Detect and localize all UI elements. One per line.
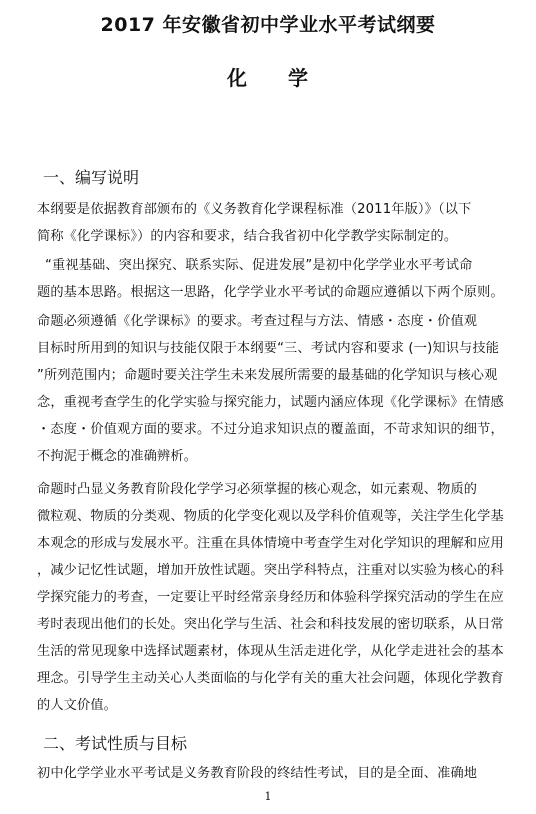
paragraph-line: 目标时所用到的知识与技能仅限于本纲要“三、考试内容和要求 (一)知识与技能 xyxy=(37,341,500,356)
subject-char-2: 学 xyxy=(288,66,309,90)
subject-char-1: 化 xyxy=(227,66,248,90)
paragraph-line: 本观念的形成与发展水平。注重在具体情境中考查学生对化学知识的理解和应用 xyxy=(37,536,504,551)
section-heading-writing-notes: 一、编写说明 xyxy=(43,168,140,187)
paragraph-line: ，减少记忆性试题，增加开放性试题。突出学科特点，注重对以实验为核心的科 xyxy=(37,563,504,578)
paragraph-line: 学探究能力的考查，一定要让平时经常亲身经历和体验科学探究活动的学生在应 xyxy=(37,590,504,605)
paragraph-line: 命题时凸显义务教育阶段化学学习必须掌握的核心观念，如元素观、物质的 xyxy=(37,482,478,497)
paragraph-line: 题的基本思路。根据这一思路，化学学业水平考试的命题应遵循以下两个原则。 xyxy=(37,285,504,300)
paragraph-line: 命题必须遵循《化学课标》的要求。考查过程与方法、情感・态度・价值观 xyxy=(37,314,478,329)
paragraph-line: “重视基础、突出探究、联系实际、促进发展”是初中化学学业水平考试命 xyxy=(45,258,473,273)
paragraph-line: 本纲要是依据教育部颁布的《义务教育化学课程标准（2011年版）》（以下 xyxy=(37,202,472,217)
paragraph-line: 微粒观、物质的分类观、物质的化学变化观以及学科价值观等，关注学生化学基 xyxy=(37,509,504,524)
paragraph-line: ”所列范围内；命题时要关注学生未来发展所需要的最基础的化学知识与核心观 xyxy=(37,368,498,383)
paragraph-line: 简称《化学课标》）的内容和要求，结合我省初中化学教学实际制定的。 xyxy=(37,229,458,244)
section-heading-exam-nature: 二、考试性质与目标 xyxy=(43,734,188,753)
paragraph-line: 初中化学学业水平考试是义务教育阶段的终结性考试，目的是全面、准确地 xyxy=(37,766,478,781)
subject-title xyxy=(0,62,536,91)
document-title: 2017 年安徽省初中学业水平考试纲要 xyxy=(100,14,436,36)
paragraph-line: 不拘泥于概念的准确辨析。 xyxy=(37,449,198,464)
paragraph-line: ・态度・价值观方面的要求。不过分追求知识点的覆盖面，不苛求知识的细节， xyxy=(37,422,504,437)
paragraph-line: 考时表现出他们的长处。突出化学与生活、社会和科技发展的密切联系，从日常 xyxy=(37,617,504,632)
paragraph-line: 理念。引导学生主动关心人类面临的与化学有关的重大社会问题，体现化学教育 xyxy=(37,671,504,686)
paragraph-line: 念，重视考查学生的化学实验与探究能力，试题内涵应体现《化学课标》在情感 xyxy=(37,395,504,410)
paragraph-line: 的人文价值。 xyxy=(37,698,118,713)
page-number: 1 xyxy=(264,790,272,803)
paragraph-line: 生活的常见现象中选择试题素材，体现从生活走进化学，从化学走进社会的基本 xyxy=(37,644,504,659)
